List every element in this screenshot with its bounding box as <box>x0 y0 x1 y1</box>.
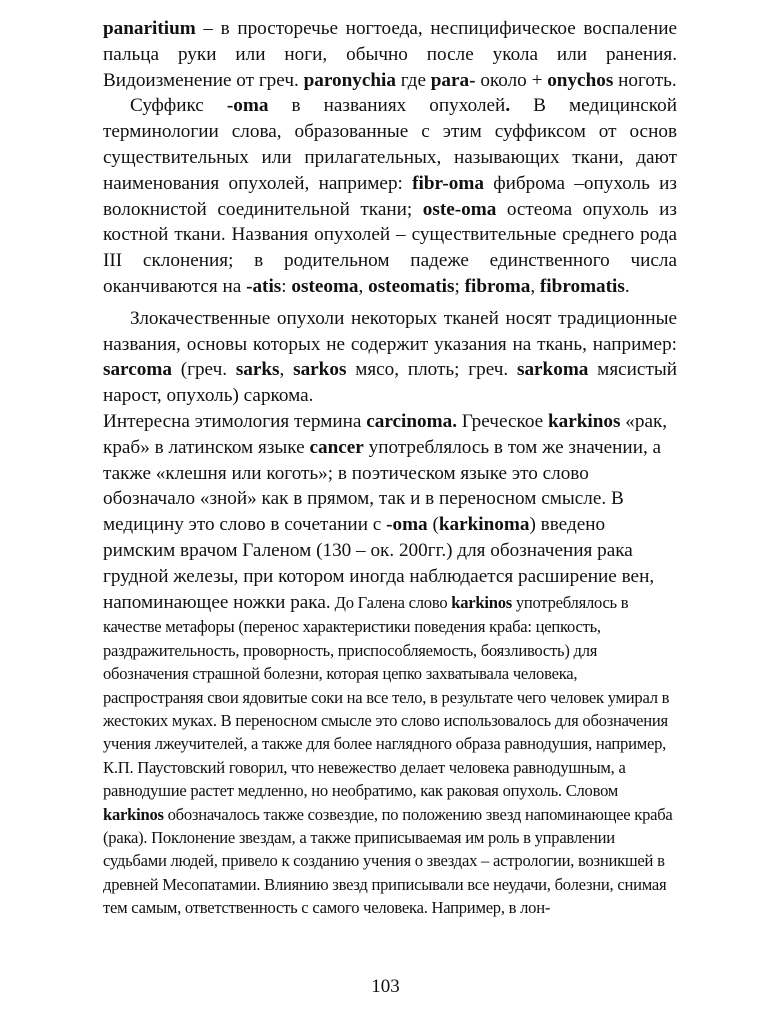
text-run: , <box>530 275 540 297</box>
bold-term: fibr-oma <box>412 172 484 194</box>
text-run: , <box>279 359 294 381</box>
bold-term: oste-oma <box>422 198 497 220</box>
text-run: остеома опухоль из костной ткани. Названия опухолей – существительные среднего рода III склонения; в родительном падеже единственного числа оканчиваются на <box>103 198 677 297</box>
text-run: , <box>358 275 369 297</box>
bold-term: osteoma <box>291 275 359 297</box>
bold-term: osteomatis <box>368 275 455 297</box>
bold-term: fibromatis <box>539 275 625 297</box>
bold-term: panaritium <box>103 18 196 39</box>
bold-term: sarkoma <box>516 359 589 381</box>
text-run: В медицинской терминологии слова, образованные с этим суффиксом от основ существительных или прилагательных, называющих ткани, дают наименования опухолей, например: <box>103 95 677 194</box>
text-run: употреблялось в качестве метафоры (перенос характеристики поведения краба: цепкость, раздражительность, проворность, приспособляемость, боязливость) для обозначения страшной болезни, которая цепко захватывала человека, распространяя свои ядовитые соки на все тело, в результате чего человек умирал в жестоких муках. В переносном смысле это слово использовалось для обозначения учения лжеучителей, а также для более наглядного образа равнодушия, например, К.П. Паустовский говорил, что невежество делает человека равнодушным, а равнодушие растет медленно, но необратимо, как раковая опухоль. Словом <box>103 592 670 801</box>
bold-term: karkinos <box>103 804 164 824</box>
paragraph-karkinos-small-print <box>103 593 673 918</box>
text-run: : <box>281 275 292 297</box>
text-run: фиброма –опухоль из волокнистой соединительной ткани; <box>103 172 677 220</box>
text-run: употреблялось в том же значении, а также «клешня или коготь»; в поэтическом языке это слово обозначало «зной» как в прямом, так и в переносном смысле. В медицину это слово в сочетании с <box>103 436 662 536</box>
text-run: Злокачественные опухоли некоторых тканей носят традиционные названия, основы которых не содержит указания на ткань, например: <box>103 307 677 355</box>
text-run: (греч. <box>171 359 236 381</box>
text-run: мясистый нарост, опухоль) саркома. <box>103 359 677 407</box>
text-run: «рак, краб» в латинском языке <box>103 410 668 458</box>
text-run: ноготь. <box>613 69 677 91</box>
paragraph-suffix-oma <box>103 93 677 299</box>
bold-term: para- <box>430 69 476 91</box>
bold-term: -atis <box>246 275 282 297</box>
text-run: Греческое <box>457 410 548 432</box>
text-run: в названиях опухолей <box>268 95 506 117</box>
bold-term: carcinoma. <box>366 410 457 432</box>
bold-term: paronychia <box>303 69 396 91</box>
body-text <box>103 16 677 920</box>
bold-term: sarks <box>235 359 280 381</box>
bold-term: -oma <box>386 514 428 536</box>
text-run: где <box>395 69 431 91</box>
text-run: До Галена слово <box>334 592 452 612</box>
text-run: обозначалось также созвездие, по положению звезд напоминающее краба (рака). Поклонение звездам, а также приписываемая им роль в управлении судьбами людей, привело к созданию учения о звездах – астрологии, возникшей в древней Месопатамии. Влиянию звезд приписывали все неудачи, болезни, снимая тем самым, ответственность с самого человека. Например, в лон- <box>103 804 673 918</box>
text-run: . <box>624 275 630 297</box>
text-run: ( <box>427 514 439 536</box>
bold-term: karkinos <box>451 592 512 612</box>
page-number: 103 <box>371 976 400 997</box>
text-run: Интересна этимология термина <box>103 410 367 432</box>
bold-term: karkinos <box>547 410 621 432</box>
text-run: ) введено римским врачом Галеном (130 – ок. 200гг.) для обозначения рака грудной железы, при котором иногда наблюдается расширение вен, напоминающее ножки рака. <box>103 514 655 613</box>
bold-term: sarkos <box>293 359 347 381</box>
text-run: ; <box>454 275 465 297</box>
bold-term: karkinoma <box>438 514 530 536</box>
bold-term: onychos <box>547 69 614 91</box>
bold-term: . <box>505 95 511 117</box>
paragraph-carcinoma <box>103 411 667 613</box>
paragraph-panaritium <box>103 16 677 93</box>
text-run: мясо, плоть; греч. <box>346 359 517 381</box>
bold-term: -oma <box>226 95 269 117</box>
bold-term: fibroma <box>464 275 531 297</box>
bold-term: sarcoma <box>103 359 172 381</box>
text-run: Суффикс <box>130 95 227 117</box>
text-run: – в просторечье ногтоеда, неспицифическое воспаление пальца руки или ноги, обычно после укола или ранения. Видоизменение от греч. <box>103 18 677 91</box>
bold-term: cancer <box>309 436 364 458</box>
text-run: около + <box>475 69 548 91</box>
paragraph-sarcoma <box>103 306 677 409</box>
